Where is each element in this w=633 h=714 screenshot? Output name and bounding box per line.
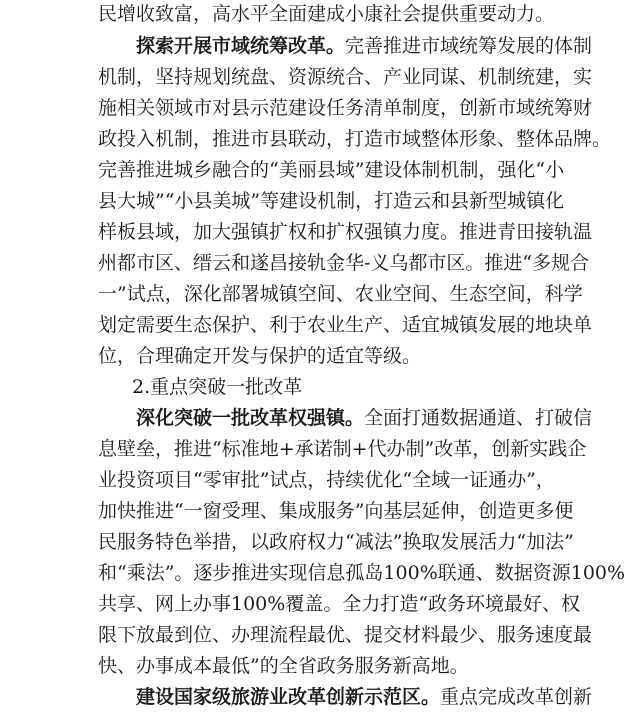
text-line-10: 一”试点，深化部署城镇空间、农业空间、生态空间，科学: [98, 283, 583, 305]
text-line-15: 息壁垒，推进“标准地+承诺制+代办制”改革，创新实践企: [98, 438, 587, 460]
text-line-18: 民服务特色举措，以政府权力“减法”换取发展活力“加法”: [98, 531, 574, 553]
section-heading: 探索开展市域统筹改革。: [136, 35, 346, 57]
subsection-heading: 2.重点突破一批改革: [132, 376, 303, 398]
text-line-21: 限下放最到位、办理流程最优、提交材料最少、服务速度最: [98, 624, 593, 646]
text-line-3: 机制，坚持规划统盘、资源统合、产业同谋、机制统建，实: [98, 66, 593, 88]
text-line-4: 施相关领域市对县示范建设任务清单制度，创新市域统筹财: [98, 97, 593, 119]
text-line-20: 共享、网上办事100%覆盖。全力打造“政务环境最好、权: [98, 593, 581, 615]
text-line-22: 快、办事成本最低”的全省政务服务新高地。: [98, 655, 469, 677]
text-line-19: 和“乘法”。逐步推进实现信息孤岛100%联通、数据资源100%: [98, 562, 626, 584]
section-heading: 建设国家级旅游业改革创新示范区。: [136, 686, 441, 708]
text-line-9: 州都市区、缙云和遂昌接轨金华-义乌都市区。推进“多规合: [98, 252, 590, 274]
text-line-6: 完善推进城乡融合的“美丽县域”建设体制机制，强化“小: [98, 159, 565, 181]
text-line-16: 业投资项目“零审批”试点，持续优化“全域一证通办”，: [98, 469, 555, 491]
text-line-23: 建设国家级旅游业改革创新示范区。重点完成改革创新: [136, 686, 593, 708]
text-line-17: 加快推进“一窗受理、集成服务”向基层延伸，创造更多便: [98, 500, 574, 522]
text-line-5: 政投入机制，推进市县联动，打造市域整体形象、整体品牌。: [98, 128, 612, 150]
text-line-8: 样板县域，加大强镇扩权和扩权强镇力度。推进青田接轨温: [98, 221, 593, 243]
text-line-7: 县大城”“小县美城”等建设机制，打造云和县新型城镇化: [98, 190, 565, 212]
text-line-11: 划定需要生态保护、利于农业生产、适宜城镇发展的地块单: [98, 314, 593, 336]
section-heading: 深化突破一批改革权强镇。: [136, 407, 365, 429]
text-line-14: 深化突破一批改革权强镇。全面打通数据通道、打破信: [136, 407, 593, 429]
text-line-12: 位，合理确定开发与保护的适宜等级。: [98, 345, 422, 367]
text-line-2: 探索开展市域统筹改革。完善推进市域统筹发展的体制: [136, 35, 593, 57]
text-line-1: 民增收致富，高水平全面建成小康社会提供重要动力。: [98, 3, 555, 25]
